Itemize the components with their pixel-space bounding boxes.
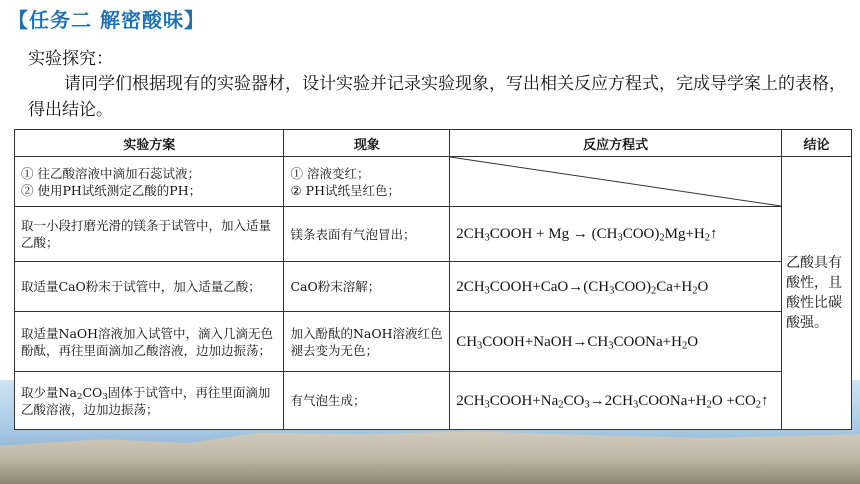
table-row [15, 262, 852, 312]
table-row [15, 372, 852, 430]
plan-cell [15, 157, 284, 207]
equation-cell: $CH_3COOH+NaOH\to CH_3COONa+H_2O$ [450, 312, 782, 372]
equation-cell: $2CH_3COOH+CaO\to(CH_3COO)_2Ca+H_2O$ [450, 262, 782, 312]
phenomenon-cell: 镁条表面有气泡冒出； [284, 207, 450, 262]
table-row [15, 157, 852, 207]
phenomenon-line: ① 溶液变红； [290, 165, 370, 181]
section-heading: 实验探究： [28, 49, 113, 69]
phenomenon-cell: 加入酚酞的NaOH溶液红色褪去变为无色； [284, 312, 450, 372]
phenomenon-cell: CaO粉末溶解； [284, 262, 450, 312]
header-plan: 实验方案 [15, 130, 284, 157]
plan-cell: 取少量$Na_2CO_3$固体于试管中，再往里面滴加乙酸溶液，边加边振荡； [15, 372, 284, 430]
plan-cell: 取适量NaOH溶液加入试管中，滴入几滴无色酚酞，再往里面滴加乙酸溶液，边加边振荡； [15, 312, 284, 372]
header-equation: 反应方程式 [450, 130, 782, 157]
experiment-table [14, 129, 852, 430]
table-row [15, 312, 852, 372]
equation-cell-empty [450, 157, 782, 207]
page-title: 【任务二 解密酸味】 [8, 8, 205, 32]
plan-cell: 取适量CaO粉末于试管中，加入适量乙酸； [15, 262, 284, 312]
equation-cell: $2CH_3COOH+Na_2CO_3\to 2CH_3COONa+H_2O$ $+CO_2↑$ [450, 372, 782, 430]
header-phenomenon: 现象 [284, 130, 450, 157]
table-row [15, 207, 852, 262]
conclusion-cell: 乙酸具有酸性，且酸性比碳酸强。 [782, 157, 852, 430]
plan-line: ① 往乙酸溶液中滴加石蕊试液； [21, 165, 200, 181]
phenomenon-cell: 有气泡生成； [284, 372, 450, 430]
phenomenon-cell [284, 157, 450, 207]
table-header-row [15, 130, 852, 157]
diagonal-line [450, 157, 781, 206]
plan-line: ② 使用PH试纸测定乙酸的PH； [21, 182, 202, 198]
phenomenon-line: ② PH试纸呈红色； [290, 182, 400, 198]
plan-cell: 取一小段打磨光滑的镁条于试管中，加入适量乙酸； [15, 207, 284, 262]
instruction-text: 请同学们根据现有的实验器材，设计实验并记录实验现象，写出相关反应方程式，完成导学案上的表格，得出结论。 [28, 74, 846, 120]
equation-cell: $2CH_3COOH + Mg$ → $(CH_3COO)_2Mg+H_2↑$ [450, 207, 782, 262]
header-conclusion: 结论 [782, 130, 852, 157]
instruction-paragraph [28, 71, 848, 123]
